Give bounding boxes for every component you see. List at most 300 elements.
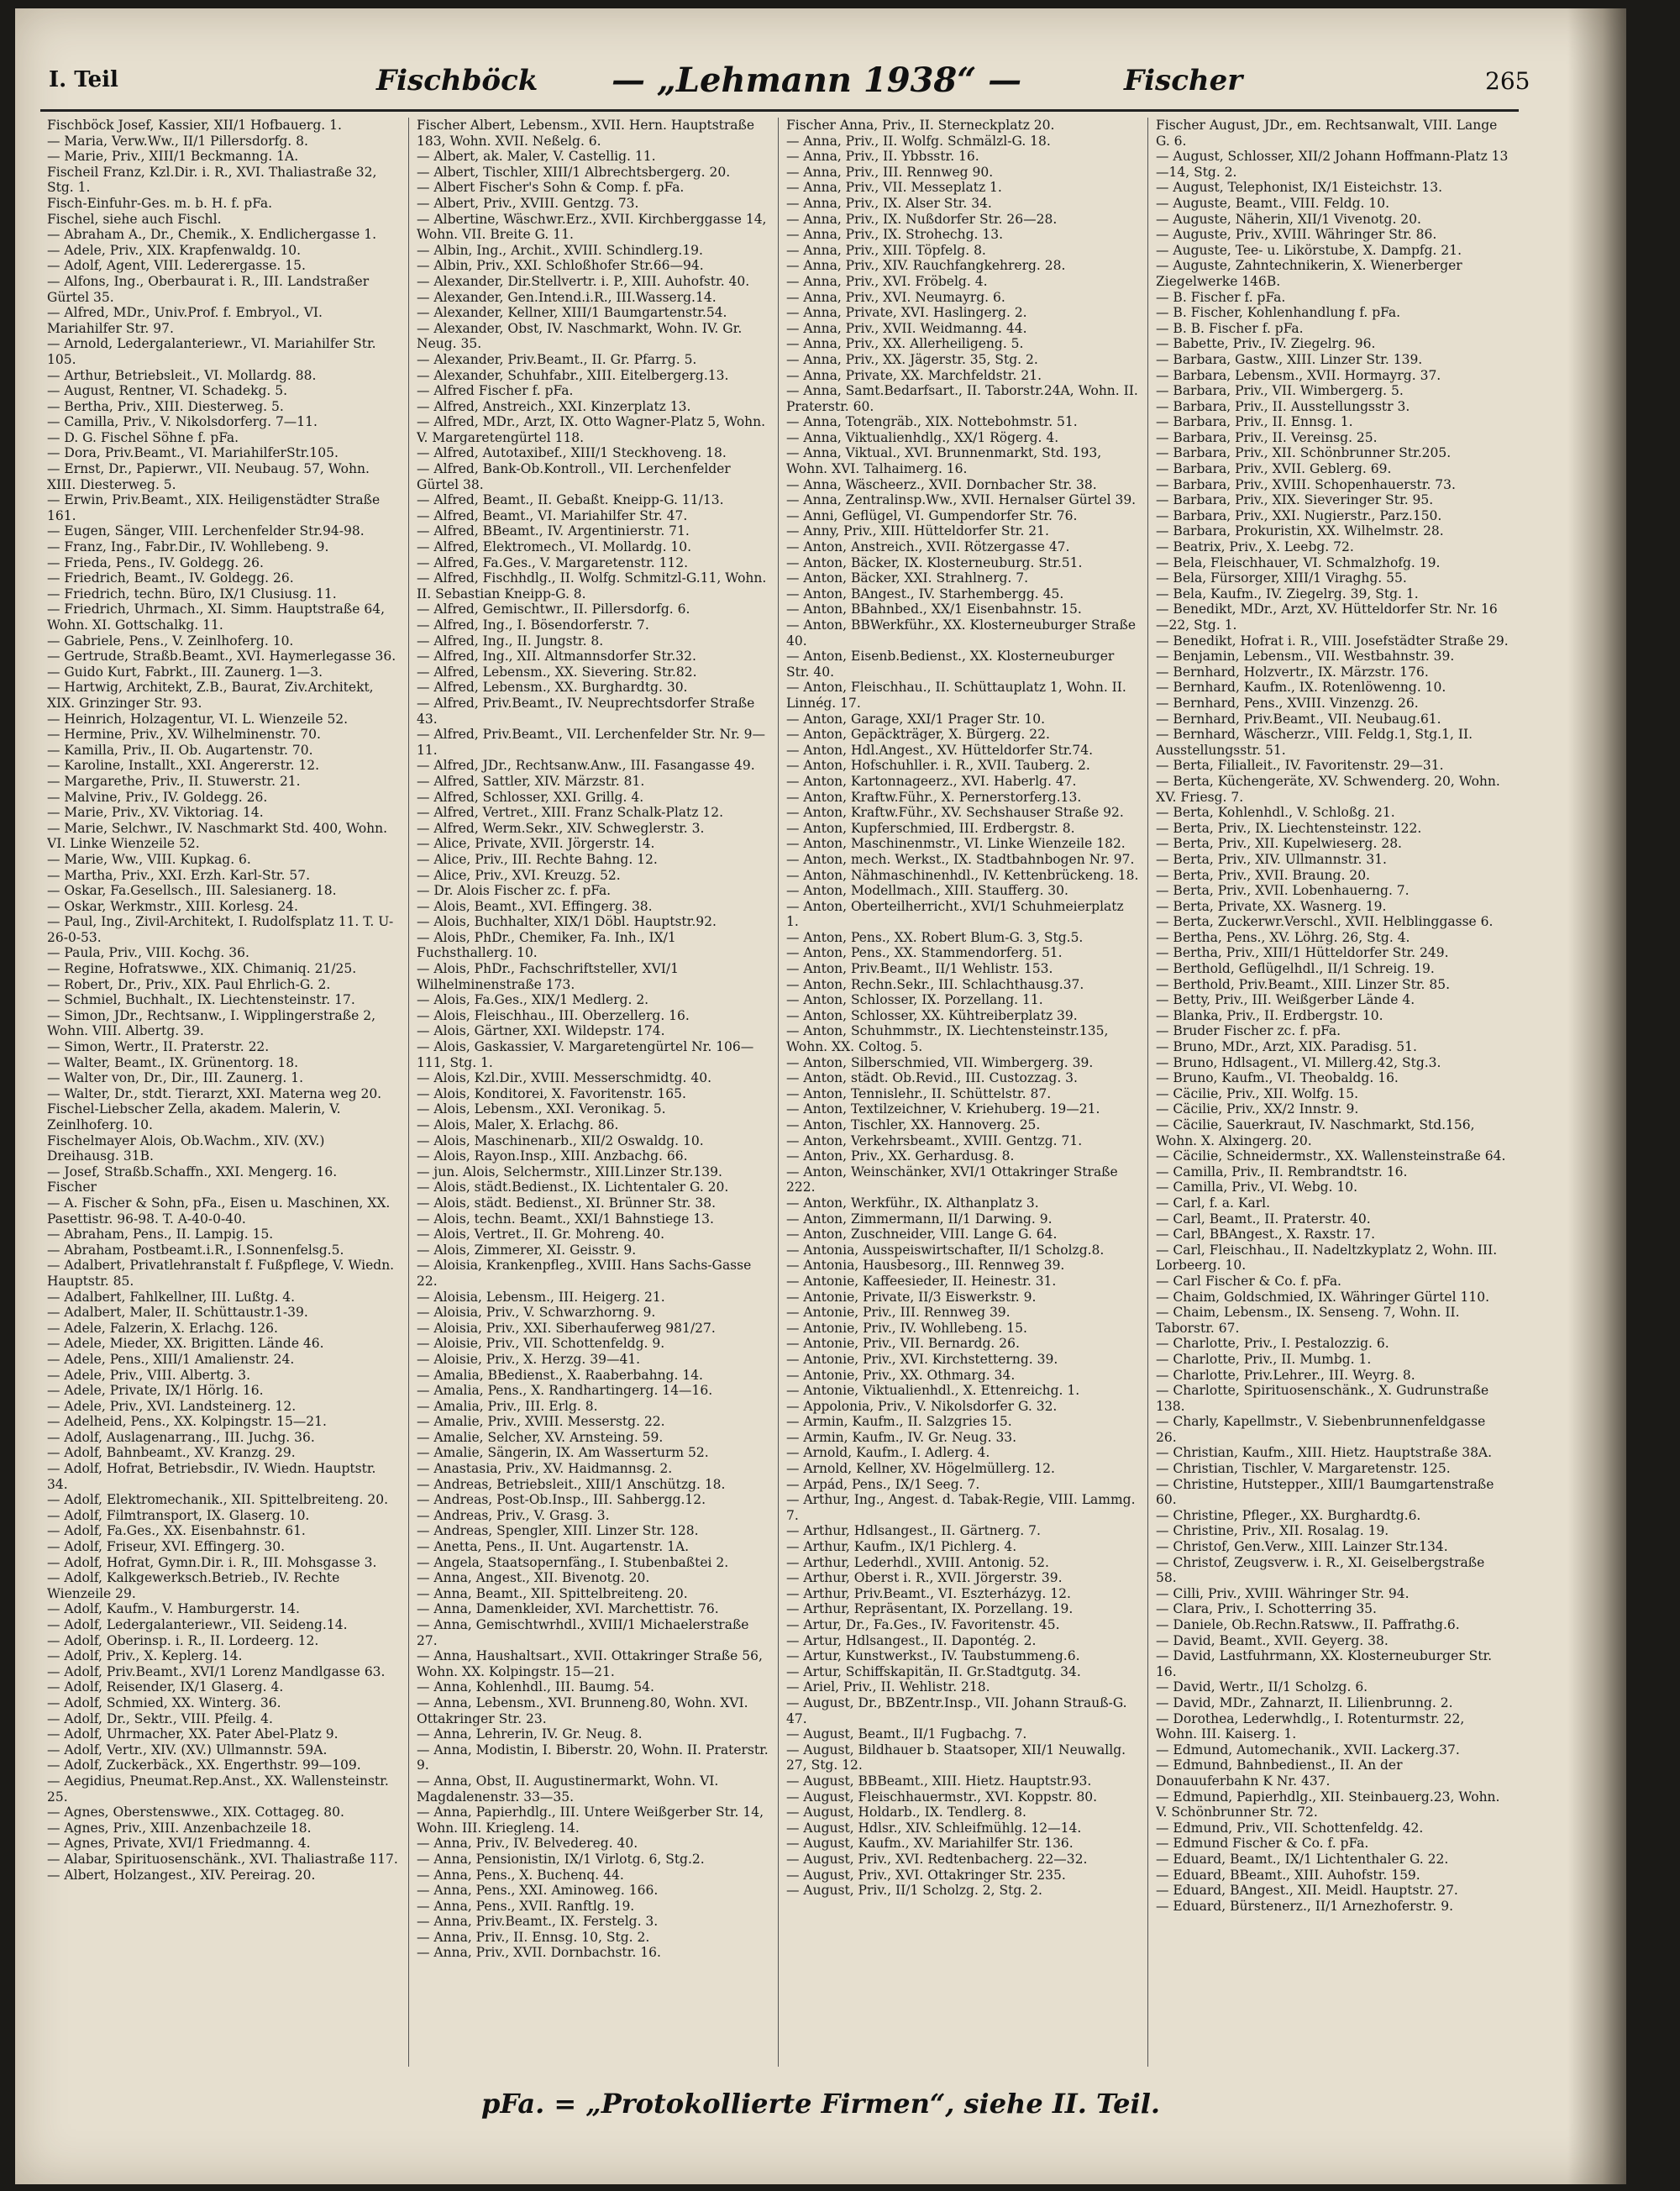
directory-entry: — Arthur, Betriebsleit., VI. Mollardg. 88.: [47, 367, 317, 383]
directory-entry: — Alois, Rayon.Insp., XIII. Anzbachg. 66.: [417, 1148, 688, 1164]
directory-entry: — Aloisia, Lebensm., III. Heigerg. 21.: [417, 1289, 665, 1305]
directory-entry: — Anton, Eisenb.Bedienst., XX. Klosterneuburger Str. 40.: [786, 649, 1115, 680]
directory-entry: — Alexander, Gen.Intend.i.R., III.Wasserg.14.: [417, 289, 717, 305]
directory-entry: — Barbara, Priv., XIX. Sieveringer Str. 95.: [1156, 492, 1434, 508]
directory-entry: — Aloisia, Priv., XXI. Siberhauferweg 981/27.: [417, 1320, 716, 1336]
directory-entry: — Anton, Oberteilherricht., XVI/1 Schuhmeierplatz 1.: [786, 898, 1124, 930]
directory-entry: — Cäcilie, Schneidermstr., XX. Wallensteinstraße 64.: [1156, 1148, 1506, 1164]
directory-entry: — Auguste, Näherin, XII/1 Vivenotg. 20.: [1156, 211, 1421, 227]
directory-entry: — Walter, Beamt., IX. Grünentorg. 18.: [47, 1054, 299, 1070]
directory-entry: — Adalbert, Fahlkellner, III. Lußtg. 4.: [47, 1289, 296, 1305]
directory-entry: — Anna, Priv., XVI. Fröbelg. 4.: [786, 273, 988, 289]
directory-entry: — Cäcilie, Sauerkraut, IV. Naschmarkt, Std.156, Wohn. X. Alxingerg. 20.: [1156, 1117, 1475, 1148]
directory-entry: — Aegidius, Pneumat.Rep.Anst., XX. Wallensteinstr. 25.: [47, 1773, 389, 1805]
directory-entry: — Anton, Maschinenmstr., VI. Linke Wienzeile 182.: [786, 836, 1126, 852]
directory-entry: — Maria, Verw.Ww., II/1 Pillersdorfg. 8.: [47, 133, 308, 149]
directory-entry: — Alfred, Gemischtwr., II. Pillersdorfg. 6.: [417, 602, 690, 617]
directory-column-1: [47, 118, 400, 2067]
directory-entry: — B. Fischer, Kohlenhandlung f. pFa.: [1156, 305, 1401, 321]
directory-entry: — Franz, Ing., Fabr.Dir., IV. Wohllebeng. 9.: [47, 539, 329, 555]
directory-entry: — Adelheid, Pens., XX. Kolpingstr. 15—21.: [47, 1414, 327, 1430]
directory-entry: — Antonia, Ausspeiswirtschafter, II/1 Scholzg.8.: [786, 1242, 1105, 1258]
directory-entry: — Simon, JDr., Rechtsanw., I. Wipplingerstraße 2, Wohn. VIII. Albertg. 39.: [47, 1007, 376, 1039]
directory-entry: — Anna, Priv., XIII. Töpfelg. 8.: [786, 242, 986, 258]
directory-entry: — Anna, Private, XVI. Haslingerg. 2.: [786, 305, 1027, 321]
directory-entry: — Christof, Gen.Verw., XIII. Lainzer Str.134.: [1156, 1539, 1448, 1555]
directory-entry: — Hermine, Priv., XV. Wilhelminenstr. 70.: [47, 727, 321, 743]
directory-entry: — Carl, Fleischhau., II. Nadeltzkyplatz 2, Wohn. III. Lorbeerg. 10.: [1156, 1242, 1498, 1274]
directory-entry: — Alfred, Beamt., VI. Mariahilfer Str. 47.: [417, 507, 688, 523]
directory-entry: — Antonie, Viktualienhdl., X. Ettenreichg. 1.: [786, 1383, 1080, 1399]
directory-entry: — Anna, Priv., XVII. Weidmanng. 44.: [786, 320, 1027, 336]
directory-entry: — Alfred, MDr., Arzt, IX. Otto Wagner-Platz 5, Wohn. V. Margaretengürtel 118.: [417, 414, 766, 445]
directory-entry: — Anna, Beamt., XII. Spittelbreiteng. 20.: [417, 1585, 688, 1601]
directory-entry: — Adolf, Hofrat, Betriebsdir., IV. Wiedn. Hauptstr. 34.: [47, 1461, 376, 1492]
directory-entry: — Artur, Kunstwerkst., IV. Taubstummeng.6.: [786, 1648, 1080, 1664]
directory-entry: Fischelmayer Alois, Ob.Wachm., XIV. (XV.) Dreihausg. 31B.: [47, 1132, 325, 1164]
directory-entry: — Anna, Priv., XX. Allerheiligeng. 5.: [786, 336, 1024, 352]
directory-entry: — B. Fischer f. pFa.: [1156, 289, 1286, 305]
directory-entry: — Alexander, Priv.Beamt., II. Gr. Pfarrg. 5.: [417, 351, 697, 367]
directory-entry: — Anton, Priv., XX. Gerhardusg. 8.: [786, 1148, 1015, 1164]
directory-entry: — Anton, Fleischhau., II. Schüttauplatz 1, Wohn. II. Linnég. 17.: [786, 680, 1126, 711]
directory-entry: — Malvine, Priv., IV. Goldegg. 26.: [47, 789, 268, 805]
directory-entry: — Martha, Priv., XXI. Erzh. Karl-Str. 57.: [47, 867, 311, 883]
directory-entry: — Paul, Ing., Zivil-Architekt, I. Rudolfsplatz 11. T. U-26-0-53.: [47, 914, 394, 945]
directory-entry: — Walter, Dr., stdt. Tierarzt, XXI. Materna weg 20.: [47, 1085, 382, 1101]
directory-entry: — Alfred, Lebensm., XX. Sievering. Str.82.: [417, 664, 697, 680]
directory-entry: — Gabriele, Pens., V. Zeinlhoferg. 10.: [47, 633, 294, 649]
directory-entry: — Adalbert, Privatlehranstalt f. Fußpflege, V. Wiedn. Hauptstr. 85.: [47, 1258, 395, 1289]
directory-entry: — Andreas, Spengler, XIII. Linzer Str. 128.: [417, 1523, 699, 1539]
directory-entry: — Albert Fischer's Sohn & Comp. f. pFa.: [417, 180, 685, 196]
directory-entry: — Robert, Dr., Priv., XIX. Paul Ehrlich-G. 2.: [47, 976, 331, 992]
directory-entry: — Arthur, Repräsentant, IX. Porzellang. 19.: [786, 1601, 1074, 1617]
directory-entry: — Alois, Kzl.Dir., XVIII. Messerschmidtg. 40.: [417, 1070, 712, 1086]
directory-entry: — Adolf, Kaufm., V. Hamburgerstr. 14.: [47, 1601, 300, 1617]
directory-column-3: [786, 118, 1139, 2067]
directory-entry: — Armin, Kaufm., II. Salzgries 15.: [786, 1414, 1012, 1430]
directory-entry: — Anna, Pens., XVII. Ranftlg. 19.: [417, 1898, 635, 1914]
directory-entry: — Chaim, Lebensm., IX. Senseng. 7, Wohn. II. Taborstr. 67.: [1156, 1305, 1460, 1336]
directory-entry: — Alois, PhDr., Fachschriftsteller, XVI/1 Wilhelminenstraße 173.: [417, 961, 679, 992]
directory-entry: — Schmiel, Buchhalt., IX. Liechtensteinstr. 17.: [47, 992, 355, 1008]
directory-entry: Fischel-Liebscher Zella, akadem. Malerin, V. Zeinlhoferg. 10.: [47, 1101, 341, 1132]
directory-entry: — David, Lastfuhrmann, XX. Klosterneuburger Str. 16.: [1156, 1648, 1493, 1679]
directory-entry: — Eduard, Beamt., IX/1 Lichtenthaler G. 22.: [1156, 1851, 1449, 1867]
book-spine-shadow: [1567, 8, 1626, 2184]
directory-entry: — Angela, Staatsopernfäng., I. Stubenbaßtei 2.: [417, 1554, 729, 1570]
directory-entry: — Anton, Weinschänker, XVI/1 Ottakringer Straße 222.: [786, 1164, 1118, 1195]
directory-entry: — Alfred, Schlosser, XXI. Grillg. 4.: [417, 789, 644, 805]
directory-entry: — Anton, Verkehrsbeamt., XVIII. Gentzg. 71.: [786, 1132, 1083, 1148]
column-divider: [1147, 118, 1148, 2067]
directory-entry: — Barbara, Priv., XXI. Nugierstr., Parz.150.: [1156, 507, 1442, 523]
directory-entry: — Anni, Geflügel, VI. Gumpendorfer Str. 76.: [786, 507, 1078, 523]
directory-page: [15, 8, 1626, 2184]
directory-entry: — Anton, Pens., XX. Robert Blum-G. 3, Stg.5.: [786, 929, 1084, 945]
directory-entry: — Amalia, Priv., III. Erlg. 8.: [417, 1398, 598, 1414]
directory-entry: — Bertha, Pens., XV. Löhrg. 26, Stg. 4.: [1156, 929, 1410, 945]
directory-entry: — Alfred, Anstreich., XXI. Kinzerplatz 13.: [417, 398, 691, 414]
directory-entry: — Alois, Fa.Ges., XIX/1 Medlerg. 2.: [417, 992, 649, 1008]
directory-entry: — Albert, Priv., XVIII. Gentzg. 73.: [417, 195, 639, 211]
directory-entry: — Christof, Zeugsverw. i. R., XI. Geiselbergstraße 58.: [1156, 1554, 1485, 1586]
directory-entry: — Anton, Modellmach., XIII. Staufferg. 30.: [786, 883, 1068, 899]
directory-entry: — Auguste, Beamt., VIII. Feldg. 10.: [1156, 195, 1390, 211]
directory-entry: — August, Holdarb., IX. Tendlerg. 8.: [786, 1805, 1026, 1821]
directory-entry: Fisch-Einfuhr-Ges. m. b. H. f. pFa.: [47, 195, 273, 211]
directory-entry: — Anetta, Pens., II. Unt. Augartenstr. 1A.: [417, 1539, 690, 1555]
directory-entry: — Marie, Ww., VIII. Kupkag. 6.: [47, 851, 251, 867]
directory-entry: — Alfred, Werm.Sekr., XIV. Schweglerstr. 3.: [417, 820, 705, 836]
directory-entry: — Berta, Priv., XIV. Ullmannstr. 31.: [1156, 851, 1387, 867]
directory-entry: — Alice, Priv., XVI. Kreuzg. 52.: [417, 867, 621, 883]
directory-entry: — Anton, Textilzeichner, V. Kriehuberg. 19—21.: [786, 1101, 1100, 1117]
directory-column-4: [1156, 118, 1509, 2067]
directory-entry: — Amalia, Pens., X. Randhartingerg. 14—16.: [417, 1383, 713, 1399]
directory-entry: — Anton, Rechn.Sekr., III. Schlachthausg.37.: [786, 976, 1084, 992]
directory-entry: — Barbara, Prokuristin, XX. Wilhelmstr. 28.: [1156, 523, 1444, 539]
directory-entry: — Albin, Priv., XXI. Schloßhofer Str.66—94.: [417, 258, 704, 274]
directory-entry: — Adolf, Filmtransport, IX. Glaserg. 10.: [47, 1507, 310, 1523]
directory-entry: — Barbara, Priv., II. Ennsg. 1.: [1156, 414, 1353, 430]
directory-entry: — Aloisia, Priv., V. Schwarzhorng. 9.: [417, 1305, 656, 1321]
directory-entry: Fischeil Franz, Kzl.Dir. i. R., XVI. Thaliastraße 32, Stg. 1.: [47, 164, 377, 196]
directory-entry: — Anton, Nähmaschinenhdl., IV. Kettenbrückeng. 18.: [786, 867, 1139, 883]
directory-entry: — Anna, Private, XX. Marchfeldstr. 21.: [786, 367, 1042, 383]
directory-entry: — Albert, ak. Maler, V. Castellig. 11.: [417, 149, 656, 165]
directory-entry: — Anna, Gemischtwrhdl., XVIII/1 Michaelerstraße 27.: [417, 1617, 749, 1648]
directory-entry: — Alois, Zimmerer, XI. Geisstr. 9.: [417, 1242, 637, 1258]
directory-entry: — Artur, Hdlsangest., II. Dapontég. 2.: [786, 1632, 1037, 1648]
page-number: 265: [1485, 67, 1530, 95]
directory-entry: — Bruder Fischer zc. f. pFa.: [1156, 1023, 1341, 1039]
directory-entry: — Alois, städt. Bedienst., XI. Brünner Str. 38.: [417, 1195, 716, 1211]
directory-entry: — Agnes, Private, XVI/1 Friedmanng. 4.: [47, 1836, 311, 1852]
directory-entry: — Berta, Private, XX. Wasnerg. 19.: [1156, 898, 1387, 914]
directory-entry: — Eduard, Bürstenerz., II/1 Arnezhoferstr. 9.: [1156, 1898, 1454, 1914]
directory-entry: — Anna, Samt.Bedarfsart., II. Taborstr.24A, Wohn. II. Praterstr. 60.: [786, 383, 1138, 414]
directory-entry: — Aloisie, Priv., X. Herzg. 39—41.: [417, 1351, 641, 1367]
directory-entry: — Anton, BBahnbed., XX/1 Eisenbahnstr. 15.: [786, 602, 1082, 617]
directory-entry: — Barbara, Lebensm., XVII. Hormayrg. 37.: [1156, 367, 1441, 383]
directory-entry: — Margarethe, Priv., II. Stuwerstr. 21.: [47, 773, 301, 789]
directory-entry: — Barbara, Priv., XVIII. Schopenhauerstr. 73.: [1156, 476, 1456, 492]
directory-entry: — Chaim, Goldschmied, IX. Währinger Gürtel 110.: [1156, 1289, 1490, 1305]
directory-entry: — Anna, Priv., VII. Messeplatz 1.: [786, 180, 1002, 196]
directory-entry: — Alfred, Sattler, XIV. Märzstr. 81.: [417, 773, 645, 789]
directory-entry: — Antonie, Priv., III. Rennweg 39.: [786, 1305, 1011, 1321]
directory-entry: — Berta, Kohlenhdl., V. Schloßg. 21.: [1156, 805, 1395, 821]
directory-entry: — Anna, Totengräb., XIX. Nottebohmstr. 51.: [786, 414, 1078, 430]
directory-entry: — Anna, Lehrerin, IV. Gr. Neug. 8.: [417, 1726, 643, 1742]
directory-entry: — Carl, Beamt., II. Praterstr. 40.: [1156, 1211, 1371, 1227]
directory-entry: — Christine, Priv., XII. Rosalag. 19.: [1156, 1523, 1389, 1539]
directory-entry: — Alois, Gärtner, XXI. Wildepstr. 174.: [417, 1023, 665, 1039]
directory-entry: — Alois, Lebensm., XXI. Veronikag. 5.: [417, 1101, 666, 1117]
directory-entry: — Alabar, Spirituosenschänk., XVI. Thaliastraße 117.: [47, 1851, 398, 1867]
directory-entry: — Alfred, Autotaxibef., XIII/1 Steckhoveng. 18.: [417, 445, 727, 461]
directory-entry: — Alexander, Dir.Stellvertr. i. P., XIII. Auhofstr. 40.: [417, 273, 750, 289]
directory-entry: — Anna, Pens., X. Buchenq. 44.: [417, 1867, 624, 1883]
directory-entry: — August, Rentner, VI. Schadekg. 5.: [47, 383, 288, 399]
directory-entry: — Anton, Silberschmied, VII. Wimbergerg. 39.: [786, 1054, 1094, 1070]
directory-entry: — Charlotte, Spirituosenschänk., X. Gudrunstraße 138.: [1156, 1383, 1489, 1414]
directory-entry: — Alfred, Beamt., II. Gebaßt. Kneipp-G. 11/13.: [417, 492, 724, 508]
directory-entry: — Amalie, Selcher, XV. Arnsteing. 59.: [417, 1429, 664, 1445]
directory-entry: — Antonie, Priv., XVI. Kirchstetterng. 39.: [786, 1351, 1058, 1367]
directory-entry: — Anna, Angest., XII. Bivenotg. 20.: [417, 1570, 650, 1586]
directory-entry: — Adolf, Fa.Ges., XX. Eisenbahnstr. 61.: [47, 1523, 306, 1539]
directory-entry: — Anton, Schuhmmstr., IX. Liechtensteinstr.135, Wohn. XX. Coltog. 5.: [786, 1023, 1109, 1055]
directory-entry: — Adele, Priv., VIII. Albertg. 3.: [47, 1367, 251, 1383]
directory-entry: — Arthur, Lederhdl., XVIII. Antonig. 52.: [786, 1554, 1049, 1570]
directory-entry: — Anna, Lebensm., XVI. Brunneng.80, Wohn. XVI. Ottakringer Str. 23.: [417, 1694, 748, 1726]
directory-entry: — Berta, Priv., XVII. Lobenhauerng. 7.: [1156, 883, 1410, 899]
directory-entry: — Adolf, Auslagenarrang., III. Juchg. 36.: [47, 1429, 315, 1445]
directory-entry: — Carl, f. a. Karl.: [1156, 1195, 1270, 1211]
directory-entry: — Berta, Filialleit., IV. Favoritenstr. 29—31.: [1156, 758, 1444, 774]
directory-entry: — Adolf, Vertr., XIV. (XV.) Ullmannstr. 59A.: [47, 1742, 328, 1758]
directory-entry: — August, Priv., II/1 Scholzg. 2, Stg. 2.: [786, 1883, 1042, 1899]
directory-entry: — Alfred, Fischhdlg., II. Wolfg. Schmitzl-G.11, Wohn. II. Sebastian Kneipp-G. 8.: [417, 570, 767, 602]
directory-entry: — Edmund Fischer & Co. f. pFa.: [1156, 1836, 1369, 1852]
directory-entry: — August, Kaufm., XV. Mariahilfer Str. 136.: [786, 1836, 1074, 1852]
directory-entry: — Paula, Priv., VIII. Kochg. 36.: [47, 945, 249, 961]
directory-entry: — Anastasia, Priv., XV. Haidmannsg. 2.: [417, 1461, 673, 1477]
directory-entry: — Anna, Viktualienhdlg., XX/1 Rögerg. 4.: [786, 429, 1059, 445]
directory-entry: — Alois, Buchhalter, XIX/1 Döbl. Hauptstr.92.: [417, 914, 717, 930]
directory-entry: — Alois, Gaskassier, V. Margaretengürtel Nr. 106—111, Stg. 1.: [417, 1039, 754, 1070]
directory-entry: — Anna, Priv.Beamt., IX. Ferstelg. 3.: [417, 1914, 659, 1930]
directory-entry: — Anton, Bäcker, IX. Klosterneuburg. Str.51.: [786, 554, 1083, 570]
directory-entry: — Adele, Mieder, XX. Brigitten. Lände 46.: [47, 1336, 324, 1352]
directory-entry: — Auguste, Tee- u. Likörstube, X. Dampfg. 21.: [1156, 242, 1462, 258]
directory-entry: — Anton, Kartonnageerz., XVI. Haberlg. 47.: [786, 773, 1077, 789]
directory-entry: — Adolf, Elektromechanik., XII. Spittelbreiteng. 20.: [47, 1492, 389, 1508]
directory-entry: — Berta, Zuckerwr.Verschl., XVII. Helblinggasse 6.: [1156, 914, 1494, 930]
directory-entry: — Blanka, Priv., II. Erdbergstr. 10.: [1156, 1007, 1383, 1023]
directory-entry: — Anton, BAngest., IV. Starhembergg. 45.: [786, 586, 1064, 602]
directory-entry: — Artur, Dr., Fa.Ges., IV. Favoritenstr. 45.: [786, 1617, 1060, 1632]
directory-entry: — Bertha, Priv., XIII/1 Hütteldorfer Str. 249.: [1156, 945, 1449, 961]
directory-entry: — Eduard, BAngest., XII. Meidl. Hauptstr. 27.: [1156, 1883, 1458, 1899]
directory-entry: — Auguste, Priv., XVIII. Währinger Str. 86.: [1156, 227, 1437, 243]
directory-entry: — Arthur, Ing., Angest. d. Tabak-Regie, VIII. Lammg. 7.: [786, 1492, 1136, 1523]
directory-entry: — Camilla, Priv., V. Nikolsdorferg. 7—11.: [47, 414, 318, 430]
directory-entry: — Betty, Priv., III. Weißgerber Lände 4.: [1156, 992, 1415, 1008]
directory-entry: — Albin, Ing., Archit., XVIII. Schindlerg.19.: [417, 242, 703, 258]
directory-entry: — Guido Kurt, Fabrkt., III. Zaunerg. 1—3.: [47, 664, 323, 680]
directory-entry: — Marie, Priv., XV. Viktoriag. 14.: [47, 805, 264, 821]
directory-entry: — Berthold, Geflügelhdl., II/1 Schreig. 19.: [1156, 961, 1435, 977]
directory-entry: — Alois, Vertret., II. Gr. Mohreng. 40.: [417, 1227, 665, 1243]
directory-entry: — Anton, Pens., XX. Stammendorferg. 51.: [786, 945, 1063, 961]
directory-entry: — Anton, Priv.Beamt., II/1 Wehlistr. 153.: [786, 961, 1053, 977]
directory-entry: — Anna, Pens., XXI. Aminoweg. 166.: [417, 1883, 659, 1899]
directory-entry: Fischer August, JDr., em. Rechtsanwalt, VIII. Lange G. 6.: [1156, 118, 1498, 149]
directory-entry: — Antonie, Kaffeesieder, II. Heinestr. 31.: [786, 1273, 1057, 1289]
directory-entry: — Benedikt, Hofrat i. R., VIII. Josefstädter Straße 29.: [1156, 633, 1509, 649]
directory-entry: — Amalia, BBedienst., X. Raaberbahng. 14.: [417, 1367, 703, 1383]
directory-entry: — Anton, Zuschneider, VIII. Lange G. 64.: [786, 1227, 1058, 1243]
directory-entry: Fischel, siehe auch Fischl.: [47, 211, 222, 227]
right-guide-word: Fischer: [1124, 64, 1243, 97]
directory-entry: — Heinrich, Holzagentur, VI. L. Wienzeile 52.: [47, 711, 349, 727]
directory-entry: — Anton, Tischler, XX. Hannoverg. 25.: [786, 1117, 1041, 1132]
directory-entry: — Barbara, Priv., XVII. Geblerg. 69.: [1156, 461, 1392, 477]
directory-entry: — Bruno, Kaufm., VI. Theobaldg. 16.: [1156, 1070, 1399, 1086]
directory-entry: — Dr. Alois Fischer zc. f. pFa.: [417, 883, 612, 899]
directory-entry: — Adolf, Oberinsp. i. R., II. Lordeerg. 12.: [47, 1632, 319, 1648]
directory-entry: — Dorothea, Lederwhdlg., I. Rotenturmstr. 22, Wohn. III. Kaiserg. 1.: [1156, 1710, 1465, 1742]
directory-entry: — Bernhard, Pens., XVIII. Vinzenzg. 26.: [1156, 695, 1419, 711]
directory-entry: — Carl, BBAngest., X. Raxstr. 17.: [1156, 1227, 1376, 1243]
directory-entry: — Anna, Priv., II. Ennsg. 10, Stg. 2.: [417, 1929, 650, 1945]
directory-entry: — Alois, Konditorei, X. Favoritenstr. 165.: [417, 1085, 686, 1101]
directory-entry: — Aloisia, Krankenpfleg., XVIII. Hans Sachs-Gasse 22.: [417, 1258, 752, 1289]
page-header: [40, 59, 1530, 109]
directory-entry: — Dora, Priv.Beamt., VI. MariahilferStr.105.: [47, 445, 339, 461]
directory-entry: — Adolf, Schmied, XX. Winterg. 36.: [47, 1694, 281, 1710]
directory-entry: — Friedrich, techn. Büro, IX/1 Clusiusg. 11.: [47, 586, 337, 602]
directory-entry: — Alfred, BBeamt., IV. Argentinierstr. 71.: [417, 523, 690, 539]
directory-entry: — Adele, Falzerin, X. Erlachg. 126.: [47, 1320, 278, 1336]
directory-entry: — Anny, Priv., XIII. Hütteldorfer Str. 21.: [786, 523, 1049, 539]
directory-entry: — Edmund, Bahnbedienst., II. An der Donauuferbahn K Nr. 437.: [1156, 1758, 1403, 1789]
directory-entry: — Alfred, Priv.Beamt., IV. Neuprechtsdorfer Straße 43.: [417, 695, 755, 727]
header-rule: [40, 109, 1519, 112]
directory-entry: — Bela, Fürsorger, XIII/1 Viraghg. 55.: [1156, 570, 1407, 586]
directory-entry: — Carl Fischer & Co. f. pFa.: [1156, 1273, 1341, 1289]
directory-entry: — Camilla, Priv., VI. Webg. 10.: [1156, 1180, 1358, 1195]
directory-entry: — Arnold, Ledergalanteriewr., VI. Mariahilfer Str. 105.: [47, 336, 376, 367]
directory-entry: — Marie, Selchwr., IV. Naschmarkt Std. 400, Wohn. VI. Linke Wienzeile 52.: [47, 820, 388, 852]
directory-entry: Fischer Albert, Lebensm., XVII. Hern. Hauptstraße 183, Wohn. XVII. Neßelg. 6.: [417, 118, 755, 149]
directory-entry: — Anton, Tennislehr., II. Schüttelstr. 87.: [786, 1085, 1052, 1101]
directory-entry: — David, Beamt., XVII. Geyerg. 38.: [1156, 1632, 1389, 1648]
directory-entry: — Adele, Priv., XIX. Krapfenwaldg. 10.: [47, 242, 302, 258]
directory-entry: — Andreas, Betriebsleit., XIII/1 Anschützg. 18.: [417, 1476, 726, 1492]
directory-entry: — Alfred, Fa.Ges., V. Margaretenstr. 112.: [417, 554, 689, 570]
directory-entry: — Adolf, Kalkgewerksch.Betrieb., IV. Rechte Wienzeile 29.: [47, 1570, 340, 1601]
directory-entry: — Abraham A., Dr., Chemik., X. Endlichergasse 1.: [47, 227, 377, 243]
directory-entry: — Berta, Priv., XII. Kupelwieserg. 28.: [1156, 836, 1402, 852]
directory-entry: — Antonie, Priv., XX. Othmarg. 34.: [786, 1367, 1016, 1383]
directory-entry: — Antonie, Private, II/3 Eiswerkstr. 9.: [786, 1289, 1037, 1305]
directory-entry: — Adolf, Priv., X. Keplerg. 14.: [47, 1648, 243, 1664]
directory-entry: — Adolf, Bahnbeamt., XV. Kranzg. 29.: [47, 1445, 296, 1461]
directory-entry: — Cilli, Priv., XVIII. Währinger Str. 94.: [1156, 1585, 1410, 1601]
directory-entry: — Karoline, Installt., XXI. Angererstr. 12.: [47, 758, 320, 774]
directory-entry: — Auguste, Zahntechnikerin, X. Wienerberger Ziegelwerke 146B.: [1156, 258, 1462, 289]
directory-entry: — D. G. Fischel Söhne f. pFa.: [47, 429, 239, 445]
directory-entry: — Anton, mech. Werkst., IX. Stadtbahnbogen Nr. 97.: [786, 851, 1135, 867]
directory-column-2: [417, 118, 769, 2067]
directory-entry: — Albert, Tischler, XIII/1 Albrechtsbergerg. 20.: [417, 164, 731, 180]
directory-entry: — Arpád, Pens., IX/1 Seeg. 7.: [786, 1476, 980, 1492]
directory-entry: — August, Priv., XVI. Redtenbacherg. 22—32.: [786, 1851, 1088, 1867]
directory-entry: — Anna, Zentralinsp.Ww., XVII. Hernalser Gürtel 39.: [786, 492, 1137, 508]
directory-entry: — Benjamin, Lebensm., VII. Westbahnstr. 39.: [1156, 649, 1455, 665]
directory-entry: — Anton, Hdl.Angest., XV. Hütteldorfer Str.74.: [786, 742, 1094, 758]
directory-entry: — Anton, Kraftw.Führ., X. Pernerstorferg.13.: [786, 789, 1082, 805]
directory-entry: — Anton, Kupferschmied, III. Erdbergstr. 8.: [786, 820, 1075, 836]
directory-entry: — Berta, Priv., IX. Liechtensteinstr. 122.: [1156, 820, 1422, 836]
directory-entry: — Adele, Priv., XVI. Landsteinerg. 12.: [47, 1398, 297, 1414]
directory-entry: — Armin, Kaufm., IV. Gr. Neug. 33.: [786, 1429, 1017, 1445]
directory-entry: — Albert, Holzangest., XIV. Pereirag. 20.: [47, 1867, 316, 1883]
directory-entry: — Barbara, Priv., VII. Wimbergerg. 5.: [1156, 383, 1404, 399]
directory-entry: — Alfred, Elektromech., VI. Mollardg. 10.: [417, 539, 692, 555]
directory-entry: — Alfred, Priv.Beamt., VII. Lerchenfelder Str. Nr. 9—11.: [417, 727, 766, 758]
directory-entry: — Adele, Pens., XIII/1 Amalienstr. 24.: [47, 1351, 295, 1367]
directory-entry: — Simon, Wertr., II. Praterstr. 22.: [47, 1039, 270, 1055]
directory-entry: — Anton, Hofschuhller. i. R., XVII. Tauberg. 2.: [786, 758, 1090, 774]
directory-entry: — Anna, Viktual., XVI. Brunnenmarkt, Std. 193, Wohn. XVI. Talhaimerg. 16.: [786, 445, 1102, 477]
directory-entry: — Anna, Wäscheerz., XVII. Dornbacher Str. 38.: [786, 476, 1097, 492]
directory-entry: — Adolf, Reisender, IX/1 Glaserg. 4.: [47, 1679, 284, 1695]
directory-entry: — Adele, Private, IX/1 Hörlg. 16.: [47, 1383, 264, 1399]
directory-entry: — Anton, BBWerkführ., XX. Klosterneuburger Straße 40.: [786, 617, 1137, 649]
directory-entry: — Alice, Private, XVII. Jörgerstr. 14.: [417, 836, 655, 852]
directory-entry: — Barbara, Priv., II. Ausstellungsstr 3.: [1156, 398, 1410, 414]
directory-entry: — Artur, Schiffskapitän, II. Gr.Stadtgutg. 34.: [786, 1663, 1081, 1679]
directory-entry: — Alfred Fischer f. pFa.: [417, 383, 574, 399]
directory-entry: — Camilla, Priv., II. Rembrandtstr. 16.: [1156, 1164, 1408, 1180]
part-label: I. Teil: [49, 67, 118, 92]
directory-entry: — Agnes, Priv., XIII. Anzenbachzeile 18.: [47, 1820, 312, 1836]
directory-entry: — Adolf, Agent, VIII. Lederergasse. 15.: [47, 258, 306, 274]
directory-entry: — Anton, Werkführ., IX. Althanplatz 3.: [786, 1195, 1039, 1211]
directory-entry: — Anton, Garage, XXI/1 Prager Str. 10.: [786, 711, 1045, 727]
directory-entry: — Ariel, Priv., II. Wehlistr. 218.: [786, 1679, 990, 1695]
directory-entry: — Adolf, Ledergalanteriewr., VII. Seideng.14.: [47, 1617, 348, 1632]
directory-entry: — Friedrich, Beamt., IV. Goldegg. 26.: [47, 570, 294, 586]
directory-entry: — Bruno, Hdlsagent., VI. Millerg.42, Stg.3.: [1156, 1054, 1441, 1070]
directory-entry: — Christine, Hutstepper., XIII/1 Baumgartenstraße 60.: [1156, 1476, 1494, 1508]
directory-entry: — Anna, Papierhdlg., III. Untere Weißgerber Str. 14, Wohn. III. Kriegleng. 14.: [417, 1805, 764, 1836]
directory-entry: — Walter von, Dr., Dir., III. Zaunerg. 1.: [47, 1070, 304, 1086]
directory-entry: — David, MDr., Zahnarzt, II. Lilienbrunng. 2.: [1156, 1694, 1453, 1710]
directory-entry: — jun. Alois, Selchermstr., XIII.Linzer Str.139.: [417, 1164, 722, 1180]
directory-entry: — Alfred, Ing., XII. Altmannsdorfer Str.32.: [417, 649, 696, 665]
directory-entry: — Anna, Priv., IX. Nußdorfer Str. 26—28.: [786, 211, 1058, 227]
directory-entry: — Anton, Zimmermann, II/1 Darwing. 9.: [786, 1211, 1053, 1227]
directory-entry: — Benedikt, MDr., Arzt, XV. Hütteldorfer Str. Nr. 16—22, Stg. 1.: [1156, 602, 1498, 633]
directory-entry: — Anton, Anstreich., XVII. Rötzergasse 47.: [786, 539, 1070, 555]
directory-entry: Fischer Anna, Priv., II. Sterneckplatz 20.: [786, 118, 1055, 133]
directory-entry: — Anton, städt. Ob.Revid., III. Custozzag. 3.: [786, 1070, 1078, 1086]
directory-entry: — Babette, Priv., IV. Ziegelrg. 96.: [1156, 336, 1376, 352]
directory-entry: — Alfred, Ing., II. Jungstr. 8.: [417, 633, 604, 649]
directory-entry: — Anton, Bäcker, XXI. Strahlnerg. 7.: [786, 570, 1029, 586]
directory-entry: — Anna, Modistin, I. Biberstr. 20, Wohn. II. Praterstr. 9.: [417, 1742, 769, 1773]
directory-entry: — Anna, Priv., XIV. Rauchfangkehrerg. 28.: [786, 258, 1066, 274]
directory-entry: — Amalie, Sängerin, IX. Am Wasserturm 52.: [417, 1445, 709, 1461]
directory-entry: — Andreas, Priv., V. Grasg. 3.: [417, 1507, 610, 1523]
directory-entry: — Anton, Kraftw.Führ., XV. Sechshauser Straße 92.: [786, 805, 1124, 821]
directory-entry: — Barbara, Priv., XII. Schönbrunner Str.205.: [1156, 445, 1452, 461]
directory-entry: — B. B. Fischer f. pFa.: [1156, 320, 1304, 336]
directory-entry: — Albertine, Wäschwr.Erz., XVII. Kirchberggasse 14, Wohn. VII. Breite G. 11.: [417, 211, 767, 243]
directory-entry: — August, Priv., XVI. Ottakringer Str. 235.: [786, 1867, 1066, 1883]
directory-entry: — Berta, Küchengeräte, XV. Schwenderg. 20, Wohn. XV. Friesg. 7.: [1156, 773, 1500, 805]
directory-entry: — Barbara, Priv., II. Vereinsg. 25.: [1156, 429, 1378, 445]
directory-entry: — Alois, Fleischhau., III. Oberzellerg. 16.: [417, 1007, 690, 1023]
directory-entry: — Daniele, Ob.Rechn.Ratsww., II. Paffrathg.6.: [1156, 1617, 1460, 1632]
